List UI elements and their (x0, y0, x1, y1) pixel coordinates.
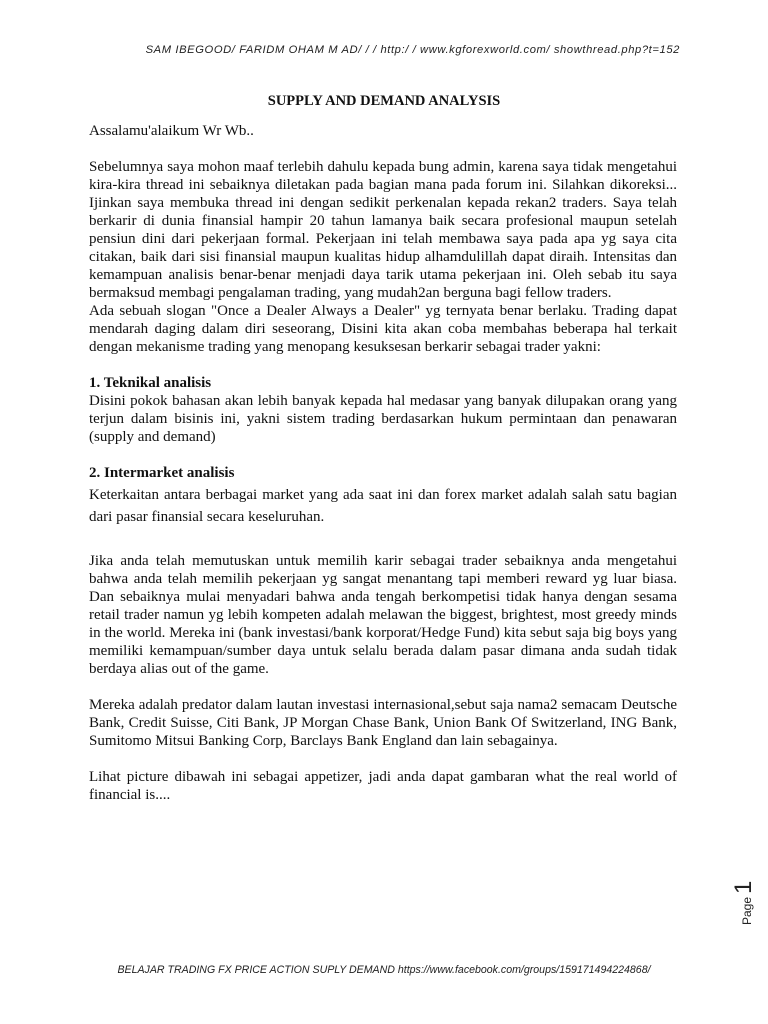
section-heading: 2. Intermarket analisis (89, 465, 235, 481)
page-number: 1 (730, 880, 757, 894)
page-word: Page (740, 896, 754, 925)
document-title: SUPPLY AND DEMAND ANALYSIS (267, 93, 501, 109)
intro-paragraph: Sebelumnya saya mohon maaf terlebih dahulu kepada bung admin, karena saya tidak mengetahui kira-kira thread ini sebaiknya diletakan pada bagian mana pada forum ini. Silahkan dikoreksi... Ijinkan saya membuka thread ini dengan sedikit perkenalan kepada rekan2 traders. Saya telah berkarir di dunia finansial hampir 20 tahun lamanya baik secara profesional maupun setelah pensiun dini dari pekerjaan formal. Pekerjaan ini telah membawa saya pada apa yg saya cita citakan, baik dari sisi finansial maupun kualitas hidup alhamdulillah dapat diraih. Intensitas dan kemampuan analisis benar-benar menjadi daya tarik utama pekerjaan ini. Oleh sebab itu saya bermaksud membagi pengalaman trading, yang mudah2an berguna bagi fellow traders. (89, 159, 677, 301)
page-number-label (730, 881, 758, 925)
page-footer: BELAJAR TRADING FX PRICE ACTION SUPLY DEMAND https://www.facebook.com/groups/159171494224868/ (117, 964, 651, 976)
greeting: Assalamu'alaikum Wr Wb.. (89, 123, 254, 139)
page-header: SAM IBEGOOD/ FARIDM OHAM M AD/ / / http:/ / www.kgforexworld.com/ showthread.php?t=152 (145, 44, 680, 56)
body-paragraph: Mereka adalah predator dalam lautan investasi internasional,sebut saja nama2 semacam Deutsche Bank, Credit Suisse, Citi Bank, JP Morgan Chase Bank, Union Bank Of Switzerland, ING Bank, Sumitomo Mitsui Banking Corp, Barclays Bank England dan lain sebagainya. (89, 697, 677, 749)
intro-paragraph: Ada sebuah slogan "Once a Dealer Always a Dealer" yg ternyata benar berlaku. Trading dapat mendarah daging dalam diri seseorang, Disini kita akan coba membahas beberapa hal terkait dengan mekanisme trading yang menopang kesuksesan berkarir sebagai trader yakni: (89, 303, 677, 355)
body-paragraph: Lihat picture dibawah ini sebagai appetizer, jadi anda dapat gambaran what the real world of financial is.... (89, 769, 677, 803)
section-body: Disini pokok bahasan akan lebih banyak kepada hal medasar yang banyak dilupakan orang yang terjun dalam bisinis ini, yakni sistem trading berdasarkan hukum permintaan dan penawaran (supply and demand) (89, 393, 677, 445)
section-body: Keterkaitan antara berbagai market yang ada saat ini dan forex market adalah salah satu bagian dari pasar finansial secara keseluruhan. (89, 487, 677, 525)
body-paragraph: Jika anda telah memutuskan untuk memilih karir sebagai trader sebaiknya anda mengetahui bahwa anda telah memilih pekerjaan yg sangat menantang tapi memberi reward yg luar biasa. Dan sebaiknya mulai menyadari bahwa anda tengah berkompetisi tidak hanya dengan sesama retail trader namun yg lebih kompeten adalah melawan the biggest, brightest, most greedy minds in the world. Mereka ini (bank investasi/bank korporat/Hedge Fund) kita sebut saja big boys yang memiliki kemampuan/sumber daya untuk selalu berada dalam pasar dimana anda sudah tidak berdaya alias out of the game. (89, 553, 677, 677)
document-body (89, 122, 677, 804)
section-heading: 1. Teknikal analisis (89, 375, 212, 391)
